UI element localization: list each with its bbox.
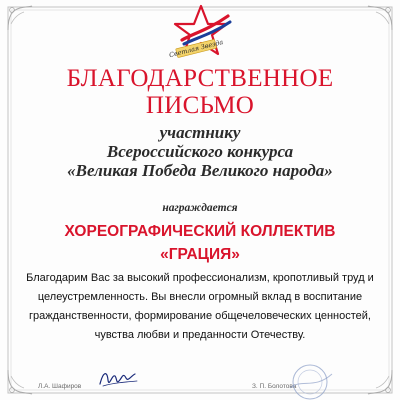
awarded-label: награждается	[162, 202, 238, 214]
corner-ornament-icon	[6, 368, 34, 396]
emblem-ribbon-text: Светлая Звезда	[168, 37, 225, 60]
gratitude-line: Благодарим Вас за высокий профессионализм, кропотливый труд и	[26, 272, 374, 284]
gratitude-line: чувства любви и преданности Отечеству.	[94, 329, 306, 341]
subtitle-contest: Всероссийского конкурса	[106, 142, 294, 161]
certificate-title-line1: БЛАГОДАРСТВЕННОЕ	[66, 65, 334, 92]
certificate-title-line2: ПИСЬМО	[145, 92, 255, 119]
gratitude-text	[0, 269, 400, 345]
corner-ornament-icon	[6, 4, 34, 32]
corner-ornament-icon	[366, 4, 394, 32]
corner-ornament-icon	[366, 368, 394, 396]
signatory-left-name: Л.А. Шафиров	[38, 383, 82, 390]
star-emblem-icon	[168, 4, 234, 60]
gratitude-line: целеустремленность. Вы внесли огромный вклад в воспитание	[37, 291, 363, 303]
recipient-line1: ХОРЕОГРАФИЧЕСКИЙ КОЛЛЕКТИВ	[64, 223, 336, 240]
subtitle-contest-name: «Великая Победа Великого народа»	[67, 161, 333, 180]
recipient-line2: «ГРАЦИЯ»	[160, 246, 240, 263]
stamp-seal-icon	[280, 360, 340, 400]
signatory-right-name: З. П. Болотова	[252, 383, 297, 390]
gratitude-line: гражданственности, формирование общечеловеческих ценностей,	[29, 310, 371, 322]
handwritten-signature-icon	[97, 364, 139, 392]
subtitle-participant: участнику	[159, 123, 241, 142]
